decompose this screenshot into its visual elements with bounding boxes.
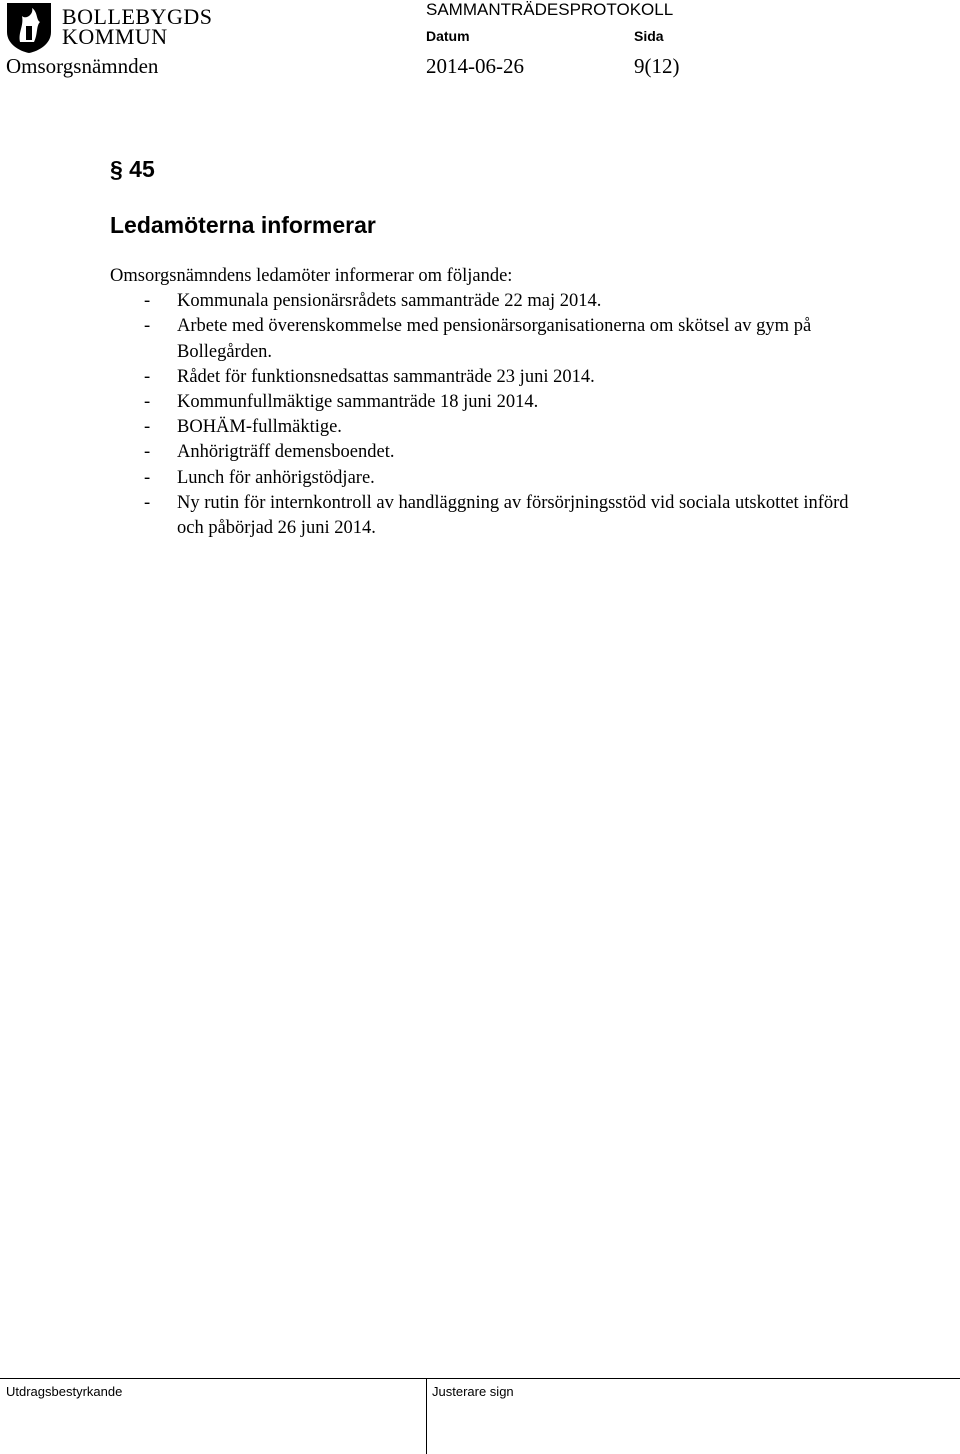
list-item [110, 415, 870, 440]
footer-divider [0, 1378, 960, 1379]
logo-wordmark-line1: BOLLEBYGDS [62, 4, 213, 29]
list-item-text: Rådet för funktionsnedsattas sammanträde 23 juni 2014. [177, 366, 595, 387]
paragraph-number: § 45 [110, 156, 155, 182]
list-item-text: Anhörigträff demensboendet. [177, 442, 395, 463]
coat-of-arms-icon [6, 2, 52, 54]
information-list [110, 289, 870, 541]
list-item [110, 466, 870, 491]
list-item-text: Arbete med överenskommelse med pensionärsorganisationerna om skötsel av gym på Bollegården. [177, 316, 812, 362]
list-item-text: Kommunala pensionärsrådets sammanträde 22 maj 2014. [177, 291, 602, 312]
list-dash: - [144, 316, 151, 337]
organisation-name: Omsorgsnämnden [6, 54, 159, 78]
date-label: Datum [426, 28, 470, 44]
list-item [110, 365, 870, 390]
footer-adjuster-signature: Justerare sign [432, 1384, 514, 1399]
list-item [110, 289, 870, 314]
list-item [110, 390, 870, 415]
list-item-text: BOHÄM-fullmäktige. [177, 417, 342, 438]
list-item-text: Lunch för anhörigstödjare. [177, 467, 375, 488]
section-body [110, 264, 870, 541]
list-item-text: Ny rutin för internkontroll av handläggning av försörjningsstöd vid sociala utskottet införd och påbörjad 26 juni 2014. [177, 492, 849, 539]
list-dash: - [144, 366, 151, 387]
municipality-logo [6, 2, 213, 54]
page-number: 9(12) [634, 54, 680, 78]
list-dash: - [144, 467, 151, 488]
logo-wordmark-line2: KOMMUN [62, 24, 168, 49]
list-dash: - [144, 291, 151, 312]
section-heading: Ledamöterna informerar [110, 212, 376, 238]
list-item-text: Kommunfullmäktige sammanträde 18 juni 2014. [177, 392, 539, 413]
intro-text: Omsorgsnämndens ledamöter informerar om följande: [110, 266, 513, 286]
list-dash: - [144, 442, 151, 463]
document-type: SAMMANTRÄDESPROTOKOLL [426, 0, 674, 19]
date-value: 2014-06-26 [426, 54, 524, 78]
page-label: Sida [634, 28, 664, 44]
list-dash: - [144, 417, 151, 438]
list-item [110, 314, 870, 364]
list-item [110, 440, 870, 465]
list-dash: - [144, 392, 151, 413]
footer-extract-certification: Utdragsbestyrkande [6, 1384, 123, 1399]
list-dash: - [144, 492, 151, 513]
list-item [110, 491, 870, 541]
footer-column-divider [426, 1378, 427, 1454]
